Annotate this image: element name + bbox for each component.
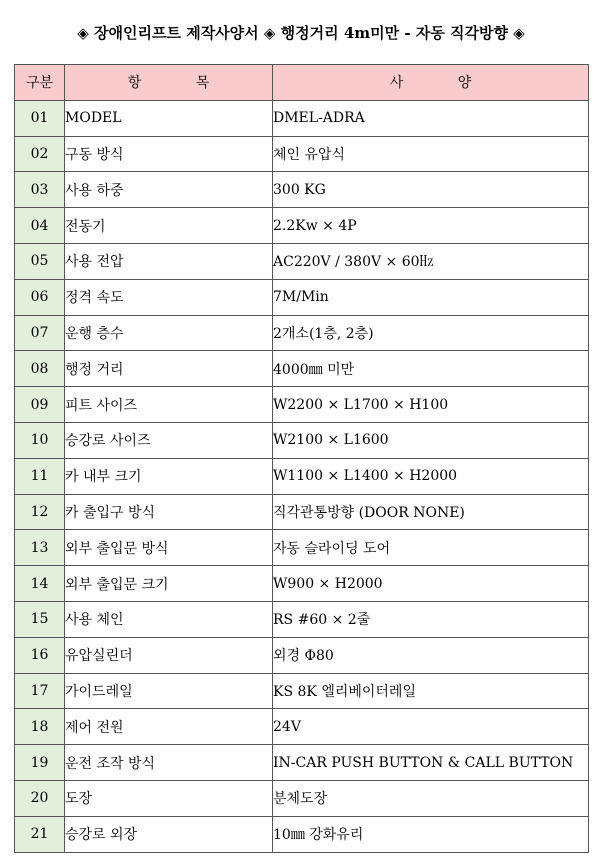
row-item-cell: 도장 <box>65 780 273 816</box>
table-header-row <box>15 65 589 101</box>
table-row <box>15 458 589 494</box>
table-row <box>15 243 589 279</box>
row-item-cell: 운행 층수 <box>65 315 273 351</box>
row-spec-cell: 2.2Kw × 4P <box>273 208 589 244</box>
row-spec-cell: KS 8K 엘리베이터레일 <box>273 673 589 709</box>
row-item-cell: 카 출입구 방식 <box>65 494 273 530</box>
table-row <box>15 816 589 852</box>
header-item <box>65 65 273 101</box>
row-item-cell: 외부 출입문 방식 <box>65 530 273 566</box>
row-item-cell: 피트 사이즈 <box>65 387 273 423</box>
table-row <box>15 279 589 315</box>
row-item-cell: 외부 출입문 크기 <box>65 566 273 602</box>
row-item-cell: 카 내부 크기 <box>65 458 273 494</box>
row-number-cell: 04 <box>15 208 65 244</box>
row-spec-cell: 직각관통방향 (DOOR NONE) <box>273 494 589 530</box>
row-spec-cell: AC220V / 380V × 60㎐ <box>273 243 589 279</box>
row-spec-cell: RS #60 × 2줄 <box>273 601 589 637</box>
row-spec-cell: W2100 × L1600 <box>273 422 589 458</box>
row-number-cell: 16 <box>15 637 65 673</box>
table-row <box>15 530 589 566</box>
table-row <box>15 780 589 816</box>
row-item-cell: MODEL <box>65 100 273 136</box>
row-number-cell: 10 <box>15 422 65 458</box>
row-item-cell: 승강로 사이즈 <box>65 422 273 458</box>
row-number-cell: 03 <box>15 172 65 208</box>
table-row <box>15 172 589 208</box>
table-row <box>15 351 589 387</box>
row-item-cell: 정격 속도 <box>65 279 273 315</box>
row-spec-cell: W1100 × L1400 × H2000 <box>273 458 589 494</box>
row-number-cell: 17 <box>15 673 65 709</box>
row-number-cell: 09 <box>15 387 65 423</box>
header-item-label: 항 목 <box>127 75 210 92</box>
header-no: 구분 <box>15 65 65 101</box>
row-number-cell: 18 <box>15 709 65 745</box>
row-spec-cell: 4000㎜ 미만 <box>273 351 589 387</box>
row-number-cell: 19 <box>15 745 65 781</box>
row-spec-cell: 24V <box>273 709 589 745</box>
row-number-cell: 15 <box>15 601 65 637</box>
row-item-cell: 사용 전압 <box>65 243 273 279</box>
row-item-cell: 사용 체인 <box>65 601 273 637</box>
table-row <box>15 601 589 637</box>
table-row <box>15 100 589 136</box>
table-row <box>15 136 589 172</box>
row-item-cell: 유압실린더 <box>65 637 273 673</box>
row-spec-cell: 300 KG <box>273 172 589 208</box>
table-row <box>15 315 589 351</box>
table-row <box>15 745 589 781</box>
row-spec-cell: 10㎜ 강화유리 <box>273 816 589 852</box>
row-spec-cell: 자동 슬라이딩 도어 <box>273 530 589 566</box>
row-number-cell: 02 <box>15 136 65 172</box>
table-row <box>15 709 589 745</box>
table-row <box>15 637 589 673</box>
table-row <box>15 387 589 423</box>
row-spec-cell: IN-CAR PUSH BUTTON & CALL BUTTON <box>273 745 589 781</box>
row-spec-cell: W2200 × L1700 × H100 <box>273 387 589 423</box>
row-spec-cell: W900 × H2000 <box>273 566 589 602</box>
table-row <box>15 494 589 530</box>
header-spec-label: 사 양 <box>389 75 472 92</box>
row-item-cell: 전동기 <box>65 208 273 244</box>
row-number-cell: 05 <box>15 243 65 279</box>
header-spec <box>273 65 589 101</box>
row-item-cell: 사용 하중 <box>65 172 273 208</box>
row-item-cell: 가이드레일 <box>65 673 273 709</box>
row-number-cell: 14 <box>15 566 65 602</box>
row-spec-cell: 7M/Min <box>273 279 589 315</box>
table-row <box>15 422 589 458</box>
row-number-cell: 11 <box>15 458 65 494</box>
row-spec-cell: 체인 유압식 <box>273 136 589 172</box>
row-item-cell: 제어 전원 <box>65 709 273 745</box>
table-row <box>15 208 589 244</box>
table-row <box>15 673 589 709</box>
table-row <box>15 566 589 602</box>
row-number-cell: 06 <box>15 279 65 315</box>
row-item-cell: 운전 조작 방식 <box>65 745 273 781</box>
row-spec-cell: 2개소(1층, 2층) <box>273 315 589 351</box>
spec-table <box>14 64 589 853</box>
row-number-cell: 21 <box>15 816 65 852</box>
row-number-cell: 13 <box>15 530 65 566</box>
row-spec-cell: 분체도장 <box>273 780 589 816</box>
row-item-cell: 승강로 외장 <box>65 816 273 852</box>
row-number-cell: 08 <box>15 351 65 387</box>
row-item-cell: 구동 방식 <box>65 136 273 172</box>
row-spec-cell: DMEL-ADRA <box>273 100 589 136</box>
row-number-cell: 01 <box>15 100 65 136</box>
row-number-cell: 12 <box>15 494 65 530</box>
row-number-cell: 07 <box>15 315 65 351</box>
row-number-cell: 20 <box>15 780 65 816</box>
row-item-cell: 행정 거리 <box>65 351 273 387</box>
document-title: ◈ 장애인리프트 제작사양서 ◈ 행정거리 4m미만 - 자동 직각방향 ◈ <box>77 24 525 42</box>
row-spec-cell: 외경 Φ80 <box>273 637 589 673</box>
